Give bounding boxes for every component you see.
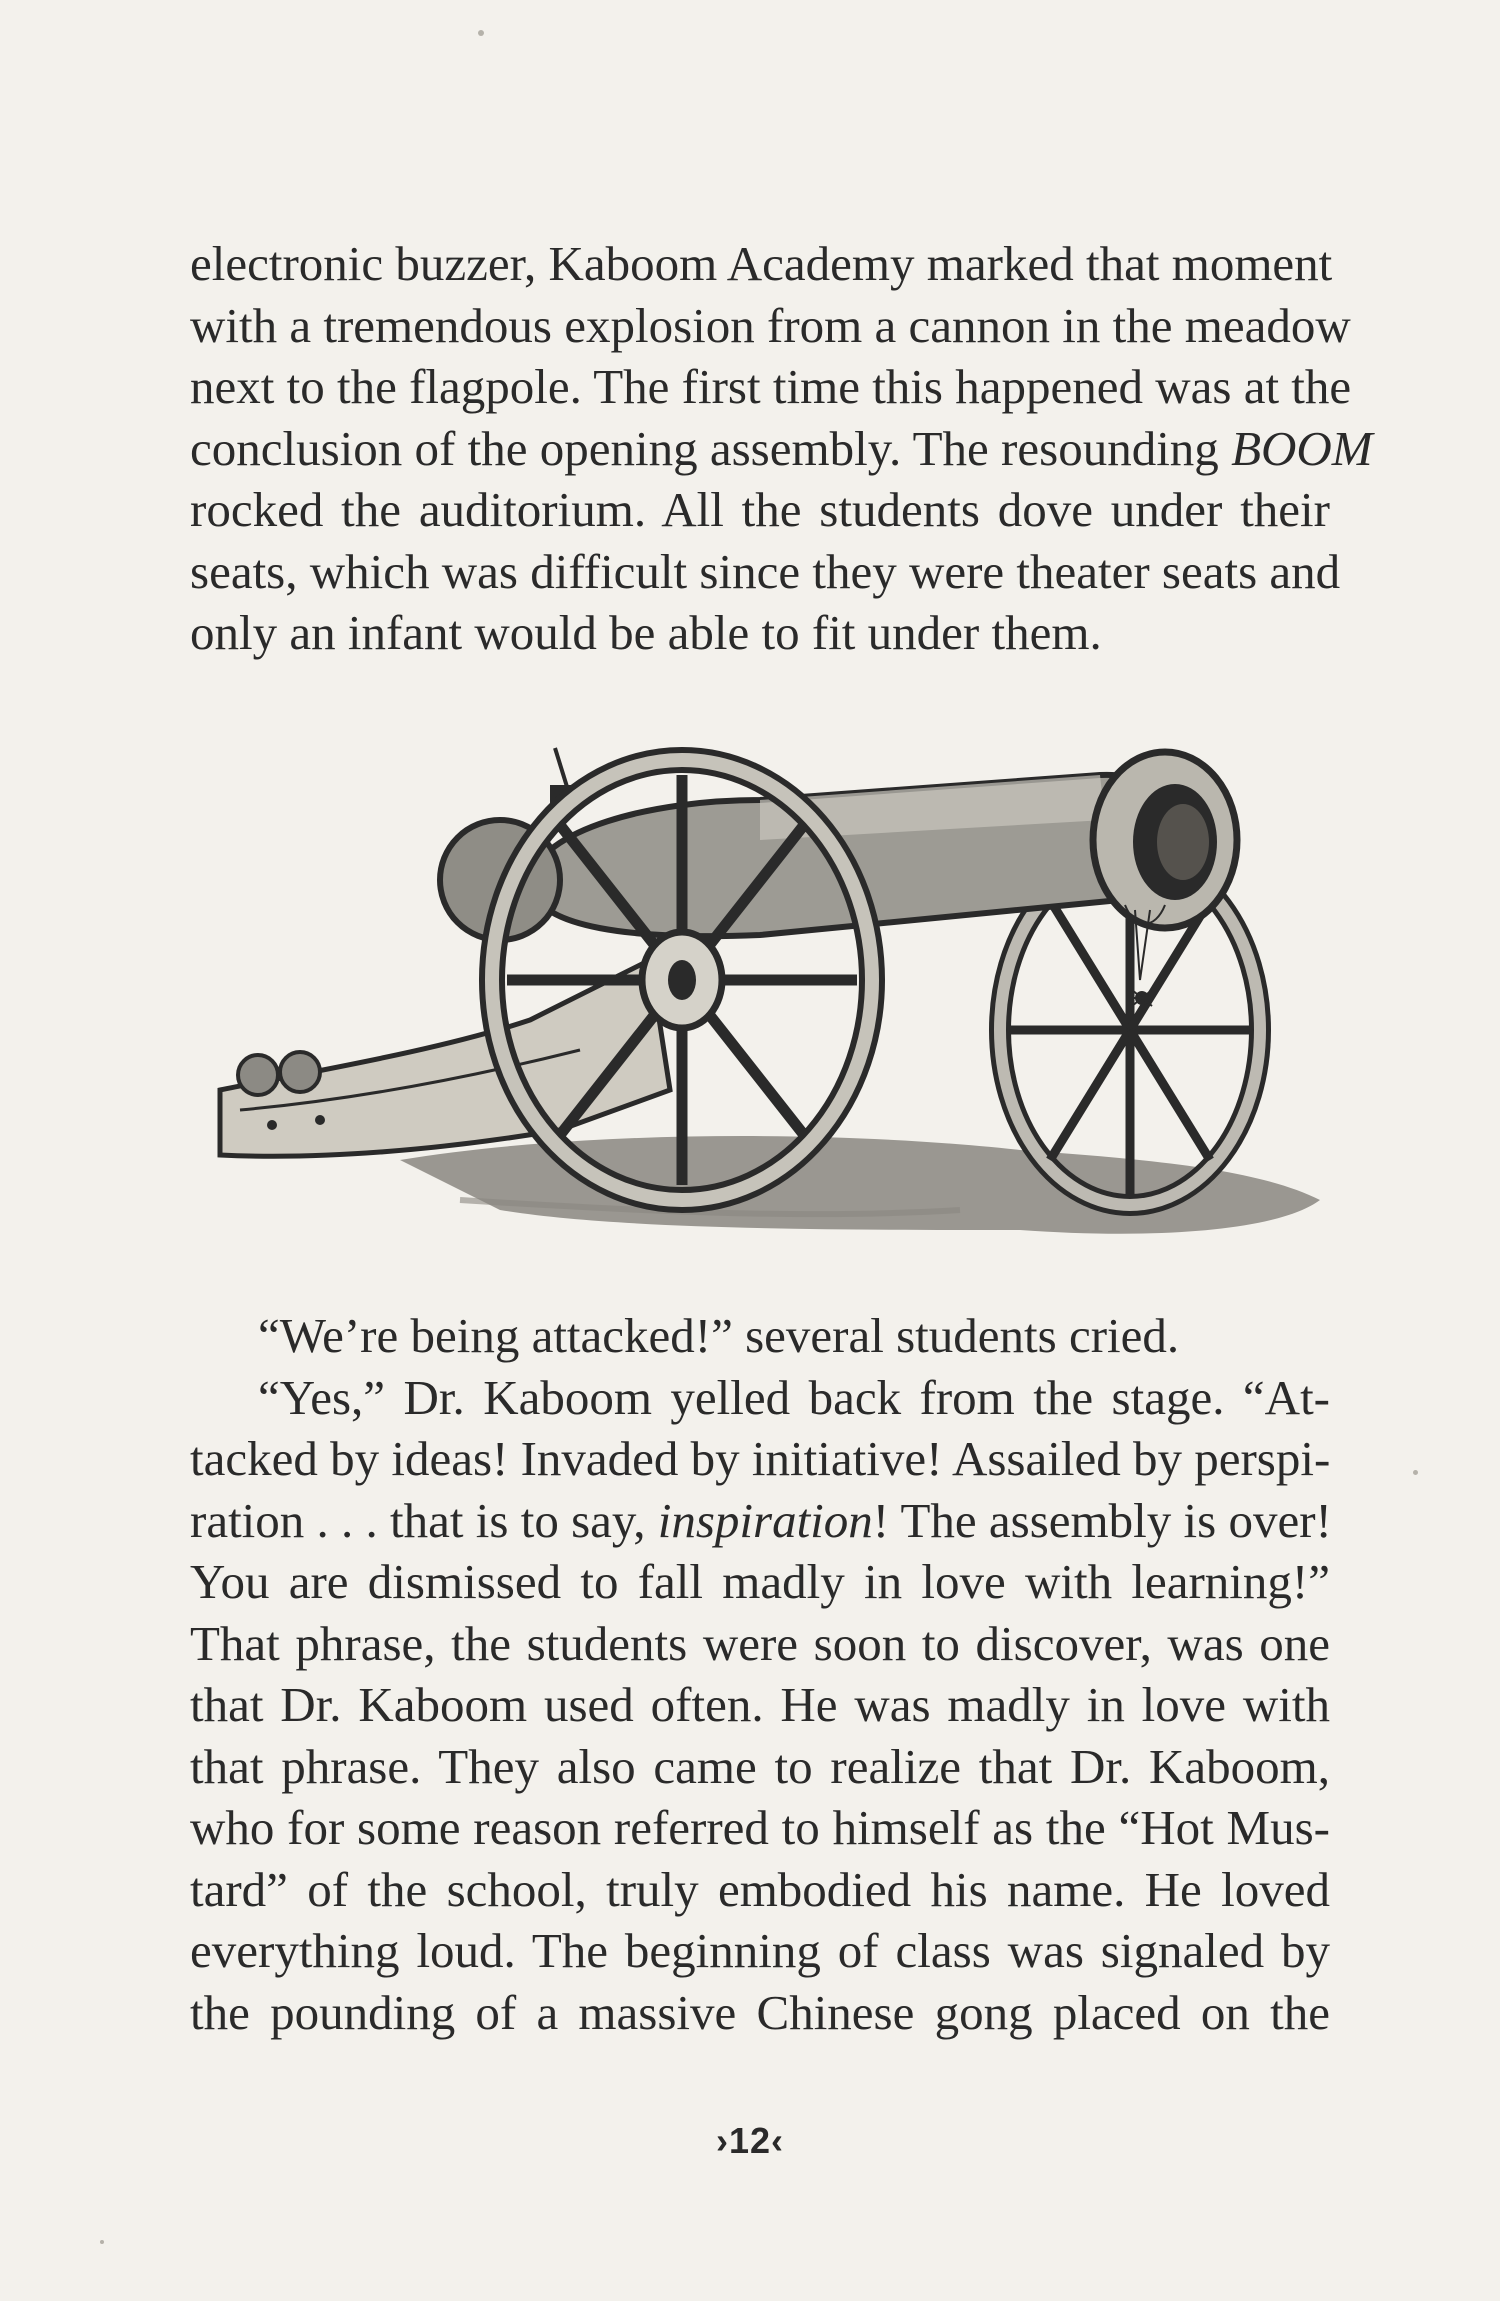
paragraph-1: [190, 233, 1373, 664]
text-line: electronic buzzer, Kaboom Academy marked that moment: [190, 236, 1333, 291]
text-line: only an infant would be able to fit under them.: [190, 605, 1102, 660]
text-line: that phrase. They also came to realize that Dr. Kaboom,: [190, 1738, 1330, 1794]
emphasis-boom: BOOM: [1231, 420, 1373, 476]
paper-speck: [100, 2240, 104, 2244]
text-line: that Dr. Kaboom used often. He was madly in love with: [190, 1677, 1330, 1732]
text-line: “We’re being attacked!” several students cried.: [258, 1308, 1180, 1363]
text-line: You are dismissed to fall madly in love with learning!”: [190, 1554, 1330, 1609]
text-line: everything loud. The beginning of class was signaled by: [190, 1923, 1330, 1978]
text-line: the pounding of a massive Chinese gong placed on the: [190, 1984, 1330, 2040]
paper-speck: [478, 30, 484, 36]
text-line: seats, which was difficult since they were theater seats and: [190, 543, 1341, 599]
page-number: ›12‹: [715, 2120, 785, 2161]
emphasis-inspiration: inspiration: [657, 1492, 873, 1548]
paragraph-2: [190, 1305, 1330, 2043]
text-line: tacked by ideas! Invaded by initiative! Assailed by perspi-: [190, 1431, 1331, 1486]
text-line: [190, 1490, 1330, 1552]
text-line: next to the flagpole. The first time this happened was at the: [190, 359, 1352, 414]
cannon-illustration: [200, 730, 1340, 1290]
paper-speck: [1413, 1470, 1418, 1475]
text-line: with a tremendous explosion from a cannon in the meadow: [190, 297, 1351, 353]
text-line: [190, 418, 1373, 480]
text-line: tard” of the school, truly embodied his name. He loved: [190, 1861, 1330, 1917]
text-fragment: ration . . . that is to say,: [190, 1492, 658, 1548]
text-line: That phrase, the students were soon to discover, was one: [190, 1615, 1330, 1671]
text-line: who for some reason referred to himself as the “Hot Mus-: [190, 1800, 1330, 1855]
text-line: “Yes,” Dr. Kaboom yelled back from the stage. “At-: [258, 1369, 1330, 1425]
text-fragment: ! The assembly is over!: [872, 1492, 1332, 1548]
text-line: rocked the auditorium. All the students dove under their: [190, 482, 1330, 537]
text-fragment: conclusion of the opening assembly. The resounding: [190, 420, 1232, 476]
